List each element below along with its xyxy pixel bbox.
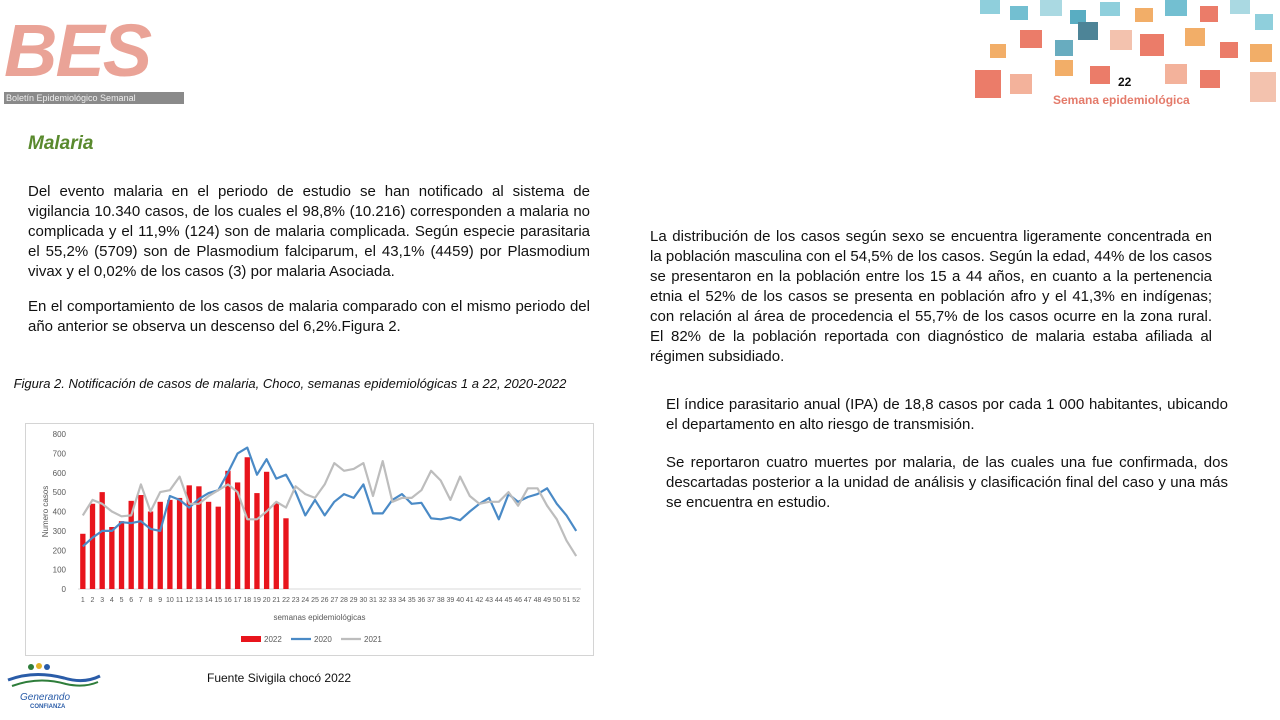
- bar-2022: [119, 521, 124, 589]
- x-tick-label: 28: [340, 597, 348, 604]
- x-tick-label: 21: [272, 597, 281, 604]
- section-title: Malaria: [28, 133, 94, 154]
- x-tick-label: 29: [349, 597, 358, 604]
- bar-2022: [177, 498, 182, 589]
- x-tick-label: 36: [417, 597, 426, 604]
- paragraph-distribution: La distribución de los casos según sexo se encuentra ligeramente concentrada en la población masculina con el 54,5% de los casos. Según la edad, 44% de los casos se presentaron en la población entre los 15 a 44 años, en cuanto a la pertenencia etnia el 52% de los casos se presenta en población afro y el 41,3% en indígenas; con relación al área de procedencia el 55,7% de los casos ocurre en la zona rural. El 82% de la población reportada con diagnóstico de malaria estaba afiliada al régimen subsidiado.: [650, 228, 1212, 365]
- x-tick-label: 14: [204, 597, 213, 604]
- x-tick-label: 42: [475, 597, 484, 604]
- legend-label-2020: 2020: [314, 635, 332, 644]
- x-tick-label: 2: [90, 597, 95, 604]
- generando-confianza-logo: [4, 660, 104, 716]
- x-tick-label: 31: [369, 597, 377, 604]
- x-tick-label: 34: [398, 597, 406, 604]
- bar-2022: [225, 471, 230, 589]
- y-tick-label: 800: [52, 430, 66, 439]
- y-tick-label: 100: [52, 565, 66, 575]
- x-tick-label: 3: [100, 597, 105, 604]
- y-tick-label: 400: [52, 507, 66, 517]
- y-tick-label: 500: [52, 488, 66, 498]
- page-number: 22: [1118, 75, 1132, 89]
- bar-2022: [264, 472, 269, 589]
- x-tick-label: 22: [282, 597, 290, 604]
- x-tick-label: 4: [109, 597, 114, 604]
- y-tick-label: 0: [61, 585, 66, 594]
- x-tick-label: 15: [214, 597, 223, 604]
- source-note: Fuente Sivigila chocó 2022: [207, 671, 352, 685]
- x-tick-label: 40: [456, 597, 464, 604]
- x-tick-label: 5: [119, 597, 124, 604]
- x-tick-label: 41: [465, 597, 474, 604]
- bar-2022: [80, 534, 85, 589]
- x-tick-label: 45: [504, 597, 513, 604]
- x-tick-label: 19: [253, 597, 261, 604]
- x-tick-label: 16: [224, 597, 232, 604]
- x-tick-label: 50: [552, 597, 561, 604]
- paragraph-deaths: Se reportaron cuatro muertes por malaria, de las cuales una fue confirmada, dos descartadas posterior a la unidad de análisis y clasificación final del caso y una más se encuentra en estudio.: [666, 454, 1228, 511]
- y-tick-label: 200: [52, 546, 66, 556]
- x-tick-label: 27: [330, 597, 339, 604]
- x-tick-label: 52: [572, 597, 581, 604]
- x-tick-label: 47: [523, 597, 532, 604]
- x-tick-label: 43: [485, 597, 494, 604]
- x-tick-label: 32: [378, 597, 387, 604]
- x-tick-label: 9: [158, 597, 163, 604]
- paragraph-comparison: En el comportamiento de los casos de malaria comparado con el mismo periodo del año anterior se observa un descenso del 6,2%.Figura 2.: [28, 298, 590, 335]
- x-tick-label: 20: [262, 597, 271, 604]
- x-tick-label: 12: [185, 597, 194, 604]
- chart-svg: [26, 424, 593, 655]
- x-tick-label: 10: [165, 597, 174, 604]
- y-tick-label: 600: [52, 468, 66, 478]
- x-tick-label: 46: [514, 597, 523, 604]
- bar-2022: [158, 502, 163, 589]
- x-tick-label: 26: [320, 597, 329, 604]
- legend-label-2022: 2022: [264, 635, 282, 644]
- x-tick-label: 13: [195, 597, 203, 604]
- x-tick-label: 30: [359, 597, 368, 604]
- x-axis-label: semanas epidemiológicas: [273, 613, 366, 622]
- x-tick-label: 6: [129, 597, 134, 604]
- x-tick-label: 1: [80, 597, 85, 604]
- bar-2022: [206, 502, 211, 589]
- bar-2022: [274, 503, 279, 589]
- bar-2022: [167, 500, 172, 589]
- x-tick-label: 37: [427, 597, 435, 604]
- x-tick-label: 8: [148, 597, 153, 604]
- bar-2022: [90, 504, 95, 589]
- bar-2022: [148, 512, 153, 590]
- paragraph-cases-summary: Del evento malaria en el periodo de estudio se han notificado al sistema de vigilancia 10.340 casos, de los cuales el 98,8% (10.216) corresponden a malaria no complicada y el 11,9% (124) son de malaria complicada. Según especie parasitaria el 55,2% (5709) son de Plasmodium falciparum, el 43,1% (4459) por Plasmodium vivax y el 0,02% de los casos (3) por malaria Asociada.: [28, 183, 590, 280]
- x-tick-label: 39: [446, 597, 455, 604]
- x-tick-label: 17: [233, 597, 242, 604]
- x-tick-label: 24: [301, 597, 310, 604]
- bar-2022: [283, 518, 288, 589]
- bar-2022: [245, 457, 250, 589]
- x-tick-label: 44: [494, 597, 503, 604]
- figure-caption: Figura 2. Notificación de casos de malaria, Choco, semanas epidemiológicas 1 a 22, 2020-2022: [13, 376, 567, 391]
- x-tick-label: 35: [407, 597, 416, 604]
- bar-2022: [216, 507, 221, 589]
- week-label: Semana epidemiológica: [1053, 93, 1190, 107]
- paragraph-ipa: El índice parasitario anual (IPA) de 18,8 casos por cada 1 000 habitantes, ubicando el departamento en alto riesgo de transmisión.: [666, 396, 1228, 433]
- bar-2022: [254, 493, 259, 589]
- bottom-logo-subtext: CONFIANZA: [30, 704, 66, 710]
- x-tick-label: 48: [533, 597, 542, 604]
- bar-2022: [109, 527, 114, 589]
- x-tick-label: 38: [436, 597, 445, 604]
- x-tick-label: 51: [562, 597, 571, 604]
- y-axis-label: Numero casos: [41, 485, 50, 538]
- x-tick-label: 11: [175, 597, 184, 604]
- logo-subtitle: Boletín Epidemiológico Semanal: [4, 92, 184, 104]
- bar-2022: [138, 495, 143, 589]
- malaria-chart: [25, 423, 594, 656]
- x-tick-label: 33: [388, 597, 397, 604]
- x-tick-label: 49: [543, 597, 552, 604]
- logo-text: BES: [4, 9, 151, 92]
- x-tick-label: 23: [291, 597, 300, 604]
- y-tick-label: 700: [52, 449, 66, 459]
- x-tick-label: 7: [138, 597, 143, 604]
- legend-label-2021: 2021: [364, 635, 382, 644]
- x-tick-label: 18: [243, 597, 252, 604]
- y-tick-label: 300: [52, 526, 66, 536]
- bottom-logo-text: Generando: [20, 692, 71, 703]
- legend-swatch-2022: [241, 636, 261, 642]
- x-tick-label: 25: [311, 597, 319, 604]
